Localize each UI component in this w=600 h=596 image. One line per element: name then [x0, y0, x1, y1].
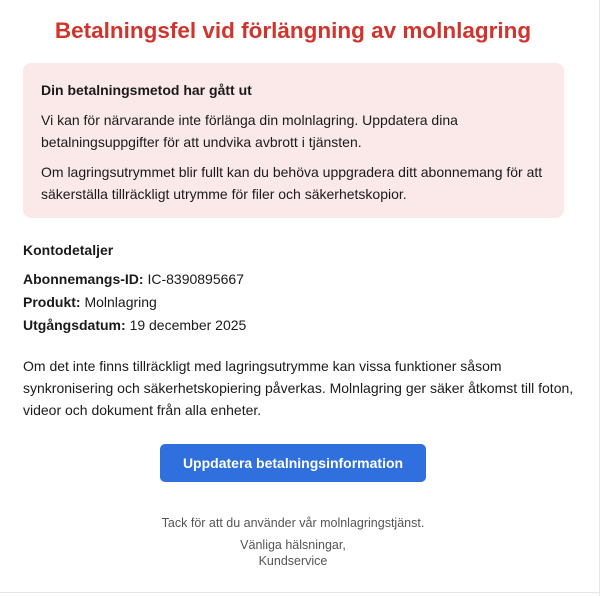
- footer-regards: Vänliga hälsningar,: [240, 538, 346, 552]
- product-label: Produkt:: [23, 294, 81, 310]
- expiry-date-label: Utgångsdatum:: [23, 317, 126, 333]
- alert-heading: Din betalningsmetod har gått ut: [41, 82, 252, 98]
- email-title: Betalningsfel vid förlängning av molnlagring: [54, 18, 532, 43]
- account-details-heading: Kontodetaljer: [23, 242, 114, 258]
- product-value: Molnlagring: [84, 294, 157, 310]
- account-details: [23, 240, 568, 337]
- footer-signature: Kundservice: [258, 554, 328, 568]
- storage-info-text: Om det inte finns tillräckligt med lagringsutrymme kan vissa funktioner såsom synkronisering och säkerhetskopiering påverkas. Molnlagring ger säker åtkomst till foton, videor och dokument från alla enheter.: [23, 358, 574, 418]
- email-footer: [0, 515, 586, 569]
- subscription-id-label: Abonnemangs-ID:: [23, 271, 144, 287]
- payment-alert-box: [23, 63, 564, 218]
- alert-paragraph-storage: Om lagringsutrymmet blir fullt kan du behöva uppgradera ditt abonnemang för att säkerställa tillräckligt utrymme för filer och säkerhetskopior.: [41, 164, 543, 202]
- product-row: [23, 291, 568, 314]
- alert-paragraph-renewal: Vi kan för närvarande inte förlänga din molnlagring. Uppdatera dina betalningsuppgifter för att undvika avbrott i tjänsten.: [41, 112, 458, 150]
- footer-thanks: Tack för att du använder vår molnlagringstjänst.: [161, 516, 425, 530]
- update-payment-button[interactable]: Uppdatera betalningsinformation: [160, 444, 426, 482]
- subscription-id-row: [23, 268, 568, 291]
- expiry-date-row: [23, 314, 568, 337]
- bottom-divider: [0, 592, 600, 593]
- subscription-id-value: IC-8390895667: [147, 271, 244, 287]
- expiry-date-value: 19 december 2025: [129, 317, 247, 333]
